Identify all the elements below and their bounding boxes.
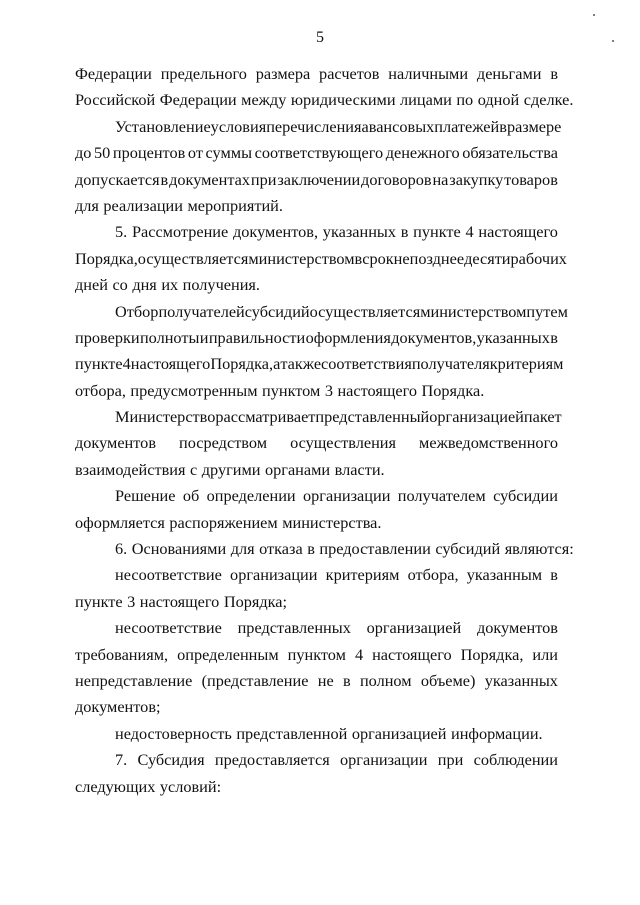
text-line: 6. Основаниями для отказа в предоставлении субсидий являются: (115, 539, 574, 559)
text-line: несоответствие организации критериям отбора, указанным в (115, 565, 558, 585)
page-number: 5 (316, 29, 324, 46)
text-line: Министерство рассматривает представленный организацией пакет (115, 407, 562, 427)
text-line: документов посредством осуществления межведомственного (75, 433, 558, 453)
paragraph (75, 562, 558, 615)
text-line: до 50 процентов от суммы соответствующего денежного обязательства (75, 143, 558, 163)
text-line: непредставление (представление не в полном объеме) указанных (75, 670, 558, 690)
scan-speck (612, 40, 614, 42)
text-line: документов; (75, 697, 161, 717)
text-line: взаимодействия с другими органами власти. (75, 459, 385, 479)
text-line: допускается в документах при заключении договоров на закупку товаров (75, 169, 558, 189)
text-line: Федерации предельного размера расчетов наличными деньгами в (75, 64, 558, 83)
paragraph (75, 299, 568, 405)
document-body (75, 61, 574, 800)
text-line: несоответствие представленных организацией документов (115, 618, 558, 638)
scan-speck (593, 14, 595, 16)
paragraph (75, 536, 574, 562)
text-line: пункте 4 настоящего Порядка, а также соответствия получателя критериям (75, 354, 564, 374)
paragraph (75, 404, 562, 483)
text-line: требованиям, определенным пунктом 4 настоящего Порядка, или (75, 644, 558, 664)
text-line: Установление условия перечисления авансовых платежей в размере (115, 116, 562, 136)
paragraph (75, 114, 562, 220)
text-line: недостоверность представленной организацией информации. (115, 723, 543, 743)
text-line: отбора, предусмотренным пунктом 3 настоящего Порядка. (75, 380, 485, 400)
text-line: Порядка, осуществляется министерством в срок не позднее десяти рабочих (75, 248, 567, 268)
paragraph (75, 615, 558, 721)
text-line: для реализации мероприятий. (75, 195, 283, 215)
text-line: Решение об определении организации получателем субсидии (115, 486, 558, 506)
paragraph (75, 219, 567, 298)
text-line: проверки полноты и правильности оформления документов, указанных в (75, 327, 558, 347)
text-line: Отбор получателей субсидий осуществляется министерством путем (115, 301, 568, 321)
text-line: пункте 3 настоящего Порядка; (75, 591, 288, 611)
text-line: Российской Федерации между юридическими лицами по одной сделке. (75, 90, 574, 110)
paragraph (75, 747, 558, 800)
paragraph (75, 483, 558, 536)
text-line: 5. Рассмотрение документов, указанных в пункте 4 настоящего (115, 222, 558, 242)
text-line: оформляется распоряжением министерства. (75, 512, 382, 532)
text-line: дней со дня их получения. (75, 275, 260, 295)
text-line: следующих условий: (75, 776, 222, 796)
text-line: 7. Субсидия предоставляется организации при соблюдении (115, 750, 558, 770)
paragraph (75, 61, 574, 114)
paragraph (75, 721, 558, 747)
